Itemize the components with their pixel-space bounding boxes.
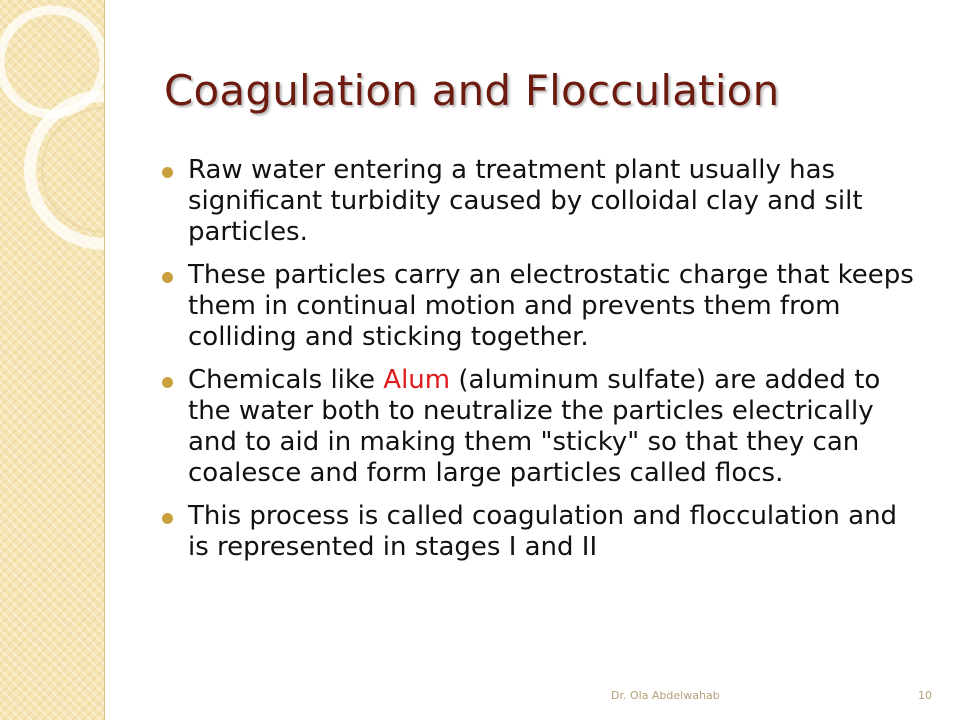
bullet-list xyxy=(160,155,920,575)
bullet-text-post: (aluminum sulfate) are added to the water both to neutralize the particles electrically and to aid in making them "sticky" so that they can coalesce and form large particles called flocs. xyxy=(188,365,881,488)
bullet-dot-icon xyxy=(162,377,173,388)
decorative-sidebar xyxy=(0,0,105,720)
bullet-item xyxy=(160,501,920,563)
bullet-item xyxy=(160,260,920,353)
bullet-item xyxy=(160,155,920,248)
bullet-item xyxy=(160,365,920,489)
bullet-dot-icon xyxy=(162,272,173,283)
bullet-text-pre: Chemicals like xyxy=(188,365,384,395)
bullet-dot-icon xyxy=(162,167,173,178)
bullet-text: This process is called coagulation and flocculation and is represented in stages I and II xyxy=(188,501,898,562)
footer-author: Dr. Ola Abdelwahab xyxy=(611,689,720,702)
bullet-dot-icon xyxy=(162,513,173,524)
highlighted-term: Alum xyxy=(383,365,451,395)
bullet-text: Raw water entering a treatment plant usually has significant turbidity caused by colloidal clay and silt particles. xyxy=(188,155,863,247)
slide-title: Coagulation and Flocculation xyxy=(164,66,780,115)
bullet-text: These particles carry an electrostatic charge that keeps them in continual motion and prevents them from colliding and sticking together. xyxy=(188,260,914,352)
circle-ornament-icon xyxy=(0,0,105,320)
page-number: 10 xyxy=(918,689,932,702)
